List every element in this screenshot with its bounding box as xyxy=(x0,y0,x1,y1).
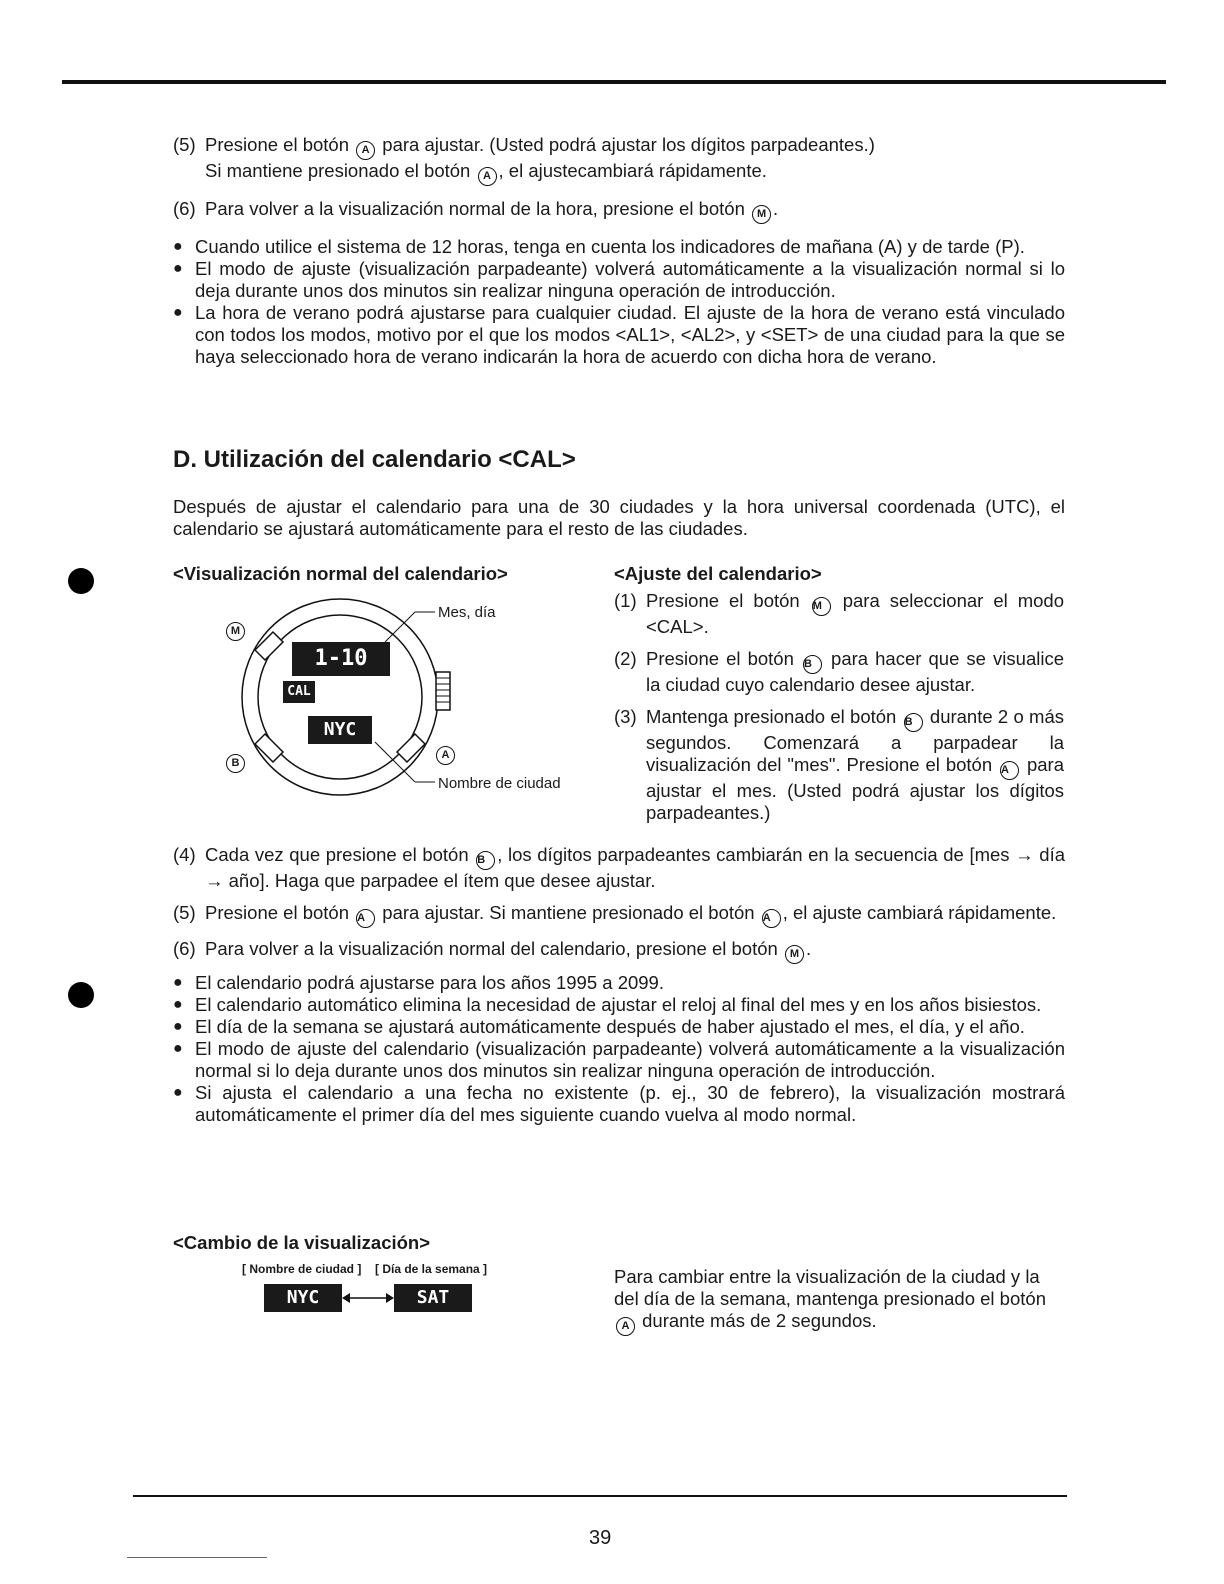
a-button-housing xyxy=(397,734,425,762)
calendar-setting-steps xyxy=(614,590,1064,824)
step-5-top: (5) Presione el botón A para ajustar. (Usted podrá ajustar los dígitos parpadeantes.) Si mantiene presionado el botón A , el ajustecambiará rápidamente. xyxy=(173,134,1065,186)
lcd-city: NYC xyxy=(308,716,372,744)
display-change-text: Para cambiar entre la visualización de la ciudad y la del día de la semana, mantenga presionado el botón A durante más de 2 segundos. xyxy=(614,1266,1066,1336)
lcd-mode: CAL xyxy=(283,681,315,703)
bullet-item: ● Si ajusta el calendario a una fecha no existente (p. ej., 30 de febrero), la visualización mostrará automáticamente el primer día del mes siguiente cuando vuelva al modo normal. xyxy=(173,1082,1065,1125)
bullet-item: ● El modo de ajuste (visualización parpadeante) volverá automáticamente a la visualización normal si lo deja durante unos dos minutos sin realizar ninguna operación de introducción. xyxy=(173,258,1065,301)
b-button-icon: B xyxy=(226,754,245,773)
a-button-icon: A xyxy=(1000,761,1019,780)
cal-step-3: (3) Mantenga presionado el botón B durante 2 o más segundos. Comenzará a parpadear la visualización del "mes". Presione el botón A para ajustar el mes. (Usted podrá ajustar los dígitos parpadeantes.) xyxy=(614,706,1064,823)
watch-case-outline xyxy=(242,599,438,795)
normal-calendar-heading: <Visualización normal del calendario> xyxy=(173,563,508,584)
display-change-heading: <Cambio de la visualización> xyxy=(173,1232,431,1253)
label-city-name: Nombre de ciudad xyxy=(438,775,561,792)
a-button-icon: A xyxy=(478,167,497,186)
b-button-icon: B xyxy=(803,655,822,674)
a-button-icon: A xyxy=(356,141,375,160)
lcd-city-small: NYC xyxy=(264,1284,342,1312)
m-button-icon: M xyxy=(752,205,771,224)
label-month-day: Mes, día xyxy=(438,604,496,621)
a-button-icon: A xyxy=(436,746,455,765)
bottom-rule xyxy=(133,1495,1067,1497)
bullet-item: ● El calendario podrá ajustarse para los años 1995 a 2099. xyxy=(173,972,664,993)
m-button-icon: M xyxy=(812,597,831,616)
step-6-top: (6) Para volver a la visualización normal de la hora, presione el botón M . xyxy=(173,198,1065,224)
page-number: 39 xyxy=(589,1527,612,1549)
cal-step-1: (1) Presione el botón M para seleccionar el modo <CAL>. xyxy=(614,590,1064,637)
top-steps xyxy=(173,134,1065,368)
a-button-icon: A xyxy=(762,909,781,928)
calendar-bullets xyxy=(173,972,1065,1126)
cal-step-5: (5) Presione el botón A para ajustar. Si mantiene presionado el botón A , el ajuste cambiará rápidamente. xyxy=(173,902,1065,928)
watch-diagram xyxy=(215,592,575,802)
leader-line-month xyxy=(385,612,415,642)
scan-artifact-line xyxy=(127,1557,267,1558)
m-button-housing xyxy=(255,632,283,660)
cal-step-6: (6) Para volver a la visualización normal del calendario, presione el botón M . xyxy=(173,938,1065,964)
cal-step-4: (4) Cada vez que presione el botón B , los dígitos parpadeantes cambiarán en la secuencia de [mes → día → año]. Haga que parpadee el ítem que desee ajustar. xyxy=(173,844,1066,891)
top-rule xyxy=(62,80,1166,84)
b-button-housing xyxy=(255,734,283,762)
a-button-icon: A xyxy=(616,1317,635,1336)
calendar-setting-heading: <Ajuste del calendario> xyxy=(614,563,822,584)
bullet-item: ● El modo de ajuste del calendario (visualización parpadeante) volverá automáticamente a la visualización normal si lo deja durante unos dos minutos sin realizar ninguna operación de introducción. xyxy=(173,1038,1065,1081)
bullet-item: ● El calendario automático elimina la necesidad de ajustar el reloj al final del mes y en los años bisiestos. xyxy=(173,994,1042,1015)
m-button-icon: M xyxy=(785,945,804,964)
bullet-item: ● El día de la semana se ajustará automáticamente después de haber ajustado el mes, el día, y el año. xyxy=(173,1016,1025,1037)
b-button-icon: B xyxy=(476,851,495,870)
section-intro: Después de ajustar el calendario para una de 30 ciudades y la hora universal coordenada (UTC), el calendario se ajustará automáticamente para el resto de las ciudades. xyxy=(173,496,1065,539)
section-title: D. Utilización del calendario <CAL> xyxy=(173,446,576,473)
lcd-date: 1-10 xyxy=(292,642,390,676)
binding-hole xyxy=(68,568,94,594)
bullet-item: ● Cuando utilice el sistema de 12 horas, tenga en cuenta los indicadores de mañana (A) y de tarde (P). xyxy=(173,236,1025,257)
bullet-item: ● La hora de verano podrá ajustarse para cualquier ciudad. El ajuste de la hora de verano está vinculado con todos los modos, motivo por el que los modos <AL1>, <AL2>, y <SET> de una ciudad para la que se haya seleccionado hora de verano indicarán la hora de acuerdo con dicha hora de verano. xyxy=(173,302,1065,367)
calendar-steps-cont xyxy=(173,844,1065,1126)
label-weekday-small: [ Día de la semana ] xyxy=(375,1262,488,1276)
top-bullets xyxy=(173,236,1065,368)
a-button-icon: A xyxy=(356,909,375,928)
lcd-weekday-small: SAT xyxy=(394,1284,472,1312)
b-button-icon: B xyxy=(904,713,923,732)
swap-arrow-icon xyxy=(342,1290,394,1306)
cal-step-2: (2) Presione el botón B para hacer que se visualice la ciudad cuyo calendario desee ajustar. xyxy=(614,648,1064,695)
binding-hole xyxy=(68,982,94,1008)
label-city-name-small: [ Nombre de ciudad ] xyxy=(242,1262,362,1276)
m-button-icon: M xyxy=(226,622,245,641)
